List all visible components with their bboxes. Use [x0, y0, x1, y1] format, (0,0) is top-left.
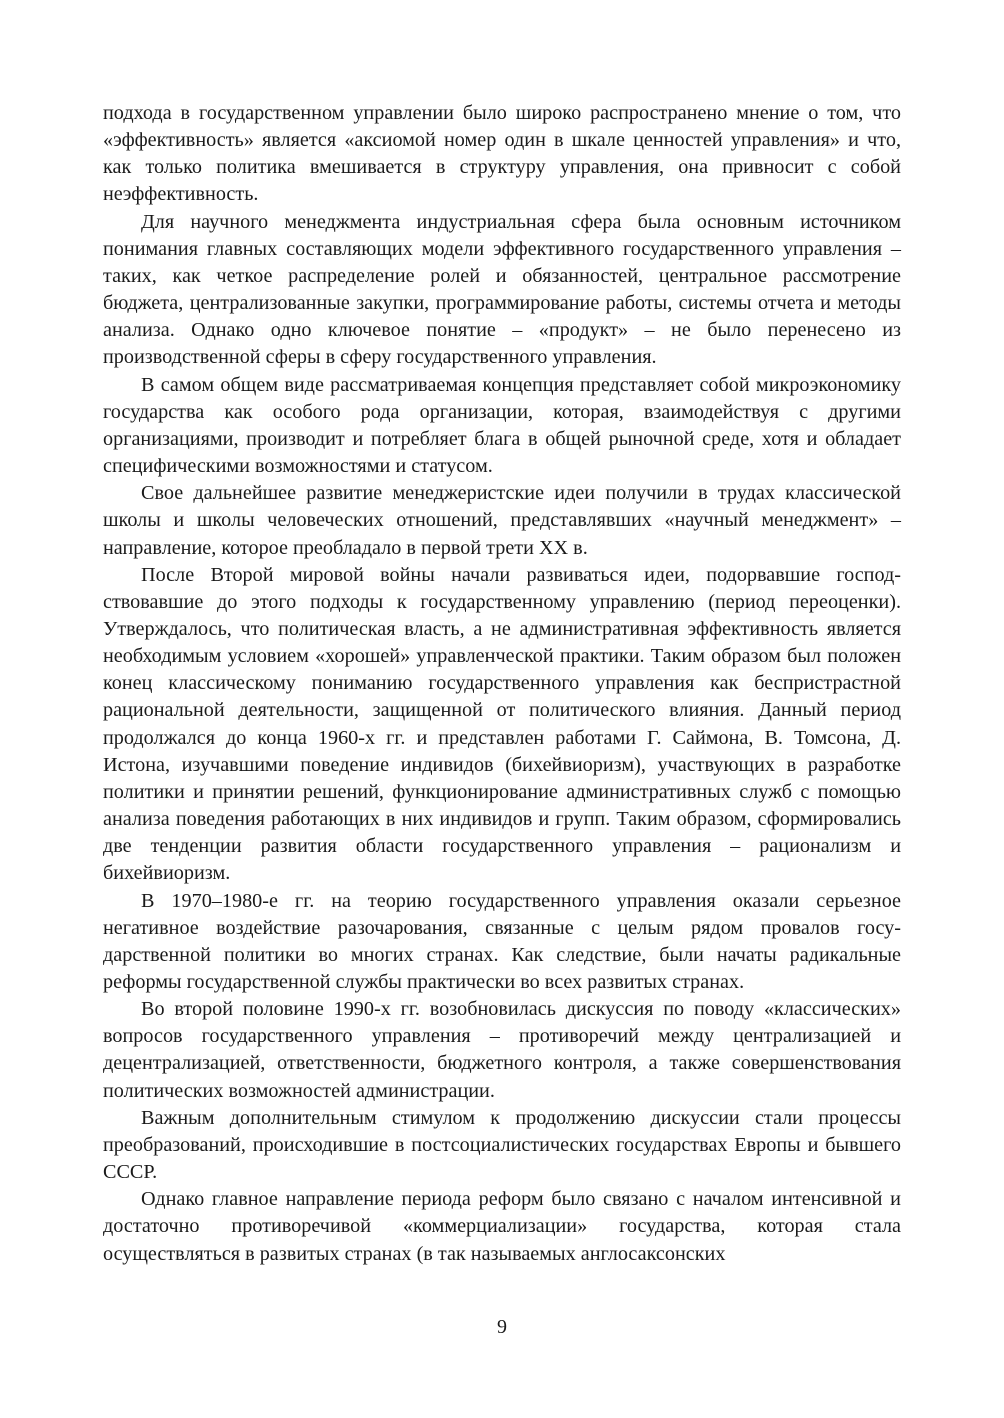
- paragraph-post-socialist: Важным дополнительным стимулом к продолжению дискуссии стали процессы преобразований, происходившие в постсоциалистических государствах Европы и бывшего СССР.: [103, 1106, 901, 1184]
- paragraph-1970-1980: В 1970–1980-е гг. на теорию государственного управления оказали серьезное негативное воздействие разочарования, связанные с целым рядом провалов государственной политики во многих странах. Как следствие, были начаты радикальные реформы государственной службы практически во всех развитых странах.: [103, 889, 901, 993]
- page-body: [103, 100, 901, 1268]
- paragraph-commercialization: Однако главное направление периода реформ было связано с началом интенсивной и достаточно противоречивой «коммерциализации» государства, которая стала осуществляться в развитых странах (в так называемых англосаксонских: [103, 1188, 901, 1265]
- paragraph-scientific-management: Для научного менеджмента индустриальная сфера была основным источником понимания главных составляющих модели эффективного государственного управления – таких, как четкое распределение ролей и обязанностей, центральное рассмотрение бюджета, централизованные закупки, программирование работы, системы отчета и методы анализа. Однако одно ключевое понятие – «продукт» – не было перенесено из производственной сферы в сферу государственного управления.: [103, 210, 901, 369]
- paragraph-managerialist-ideas: Свое дальнейшее развитие менеджеристские идеи получили в трудах классической школы и школы человеческих отношений, представлявших «научный менеджмент» – направление, которое преобладало в первой трети XX в.: [103, 482, 901, 559]
- page-number: 9: [497, 1316, 507, 1338]
- paragraph-1990s-discussion: Во второй половине 1990-х гг. возобновилась дискуссия по поводу «классических» вопросов государственного управления – противоречий между централизацией и децентрализацией, ответственности, бюджетного контроля, а также совершенствования политических возможностей администрации.: [103, 998, 901, 1102]
- paragraph-microeconomics: В самом общем виде рассматриваемая концепция представляет собой микроэкономику государства как особого рода организации, которая, взаимодействуя с другими организациями, производит и потребляет блага в общей рыночной среде, хотя и обладает специфическими возможностями и статусом.: [103, 373, 901, 478]
- paragraph-post-war-period: После Второй мировой войны начали развиваться идеи, подорвавшие господствовавшие до этого подходы к государственному управлению (период переоценки). Утверждалось, что политическая власть, а не административная эффективность является необходимым условием «хорошей» управленческой практики. Таким образом был положен конец классическому пониманию государственного управления как беспристрастной рациональной деятельности, защищенной от политического влияния. Данный период продолжался до конца 1960-х гг. и представлен работами Г. Саймона, В. Томсона, Д. Истона, изучавшими поведение индивидов (бихейвиоризм), участвующих в разработке политики и принятии решений, функционирование административных служб с помощью анализа поведения работающих в них индивидов и групп. Таким образом, сформировались две тенденции развития области государственного управления – рационализм и бихейвиоризм.: [103, 563, 901, 885]
- paragraph-continuation: подхода в государственном управлении было широко распространено мнение о том, что «эффективность» является «аксиомой номер один в шкале ценностей управления» и что, как только политика вмешивается в структуру управления, она привносит с собой неэффективность.: [103, 102, 901, 206]
